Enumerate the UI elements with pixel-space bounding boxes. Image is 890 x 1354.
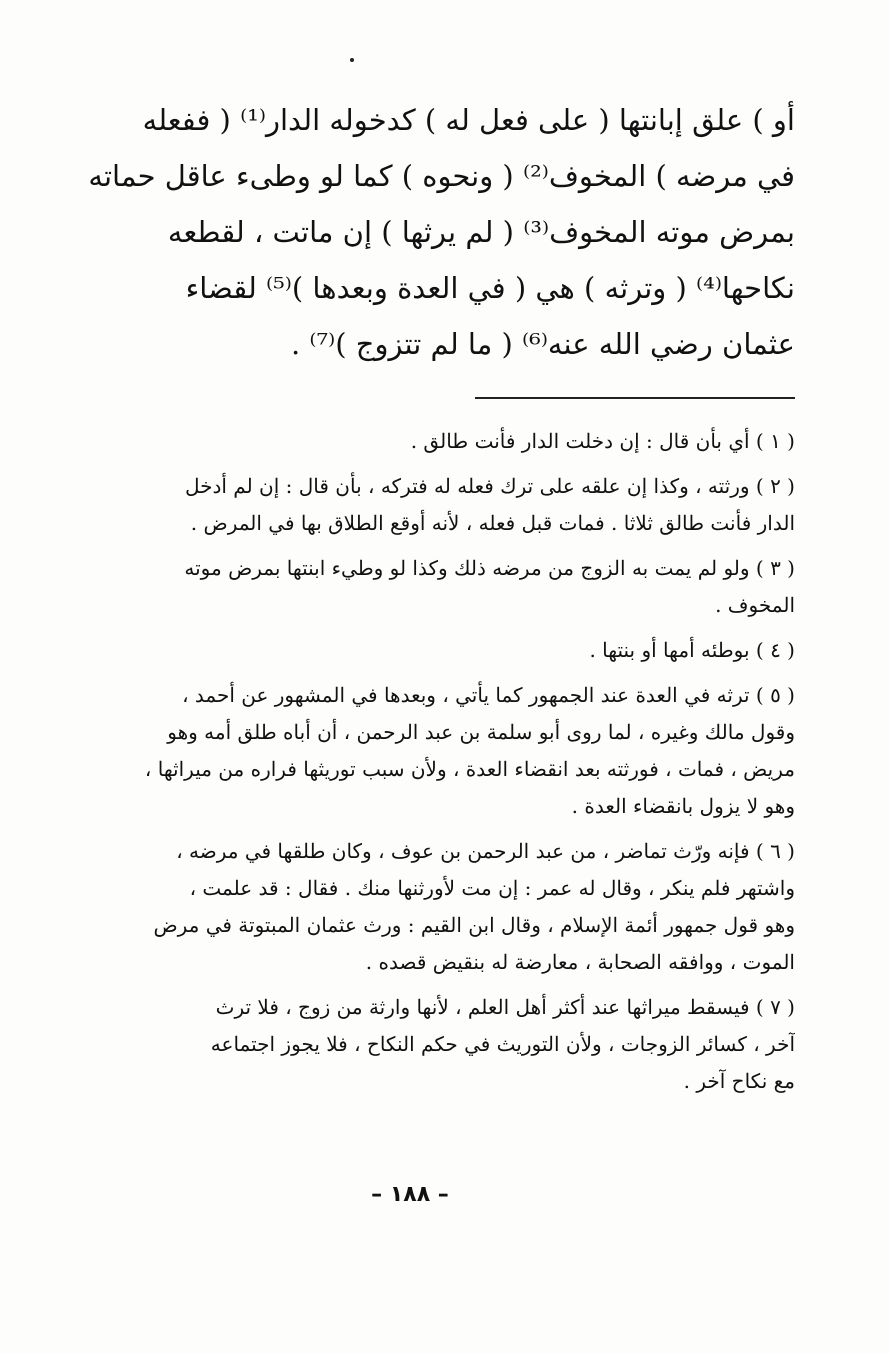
footnote-divider: [475, 397, 795, 399]
footnote-line: ( ٣ ) ولو لم يمت به الزوج من مرضه ذلك وكذا لو وطيء ابنتها بمرض موته: [184, 556, 795, 580]
footnote-line: وهو لا يزول بانقضاء العدة .: [571, 794, 795, 818]
main-text-line: بمرض موته المخوف⁽³⁾ ( لم يرثها ) إن ماتت ، لقطعه: [167, 215, 795, 249]
footnote-1: [62, 423, 795, 460]
main-text-line: في مرضه ) المخوف⁽²⁾ ( ونحوه ) كما لو وطىء عاقل حماته: [88, 159, 795, 193]
footnote-line: الدار فأنت طالق ثلاثا . فمات قبل فعله ، لأنه أوقع الطلاق بها في المرض .: [190, 511, 795, 535]
main-text-line: عثمان رضي الله عنه⁽⁶⁾ ( ما لم تتزوج )⁽⁷⁾ .: [290, 327, 795, 361]
footnote-line: ( ٦ ) فإنه ورّث تماضر ، من عبد الرحمن بن عوف ، وكان طلقها في مرضه ،: [176, 839, 795, 863]
footnote-6: [62, 833, 795, 981]
footnote-line: مريض ، فمات ، فورثته بعد انقضاء العدة ، ولأن سبب توريثها فراره من ميراثها ،: [144, 757, 795, 781]
footnote-line: ( ٤ ) بوطئه أمها أو بنتها .: [589, 638, 795, 662]
footnote-line: وقول مالك وغيره ، لما روى أبو سلمة بن عبد الرحمن ، أن أباه طلق أمه وهو: [167, 720, 795, 744]
footnote-5: [62, 677, 795, 825]
main-text-line: نكاحها⁽⁴⁾ ( وترثه ) هي ( في العدة وبعدها )⁽⁵⁾ لقضاء: [185, 271, 795, 305]
main-text-block: [70, 92, 795, 372]
footnote-line: ( ١ ) أي بأن قال : إن دخلت الدار فأنت طالق .: [410, 429, 795, 453]
footnote-line: الموت ، ووافقه الصحابة ، معارضة له بنقيض قصده .: [365, 950, 795, 974]
footnote-4: [62, 632, 795, 669]
footnote-line: وهو قول جمهور أئمة الإسلام ، وقال ابن القيم : ورث عثمان المبتوتة في مرض: [153, 913, 795, 937]
footnote-2: [62, 468, 795, 542]
page-speck: [350, 58, 354, 62]
footnote-line: المخوف .: [715, 593, 795, 617]
main-text-line: أو ) علق إبانتها ( على فعل له ) كدخوله الدار⁽¹⁾ ( ففعله: [142, 103, 795, 137]
footnote-line: آخر ، كسائر الزوجات ، ولأن التوريث في حكم النكاح ، فلا يجوز اجتماعه: [210, 1032, 795, 1056]
footnote-line: مع نكاح آخر .: [683, 1069, 795, 1093]
footnote-3: [62, 550, 795, 624]
footnote-line: واشتهر فلم ينكر ، وقال له عمر : إن مت لأورثنها منك . فقال : قد علمت ،: [189, 876, 795, 900]
footnote-line: ( ٢ ) ورثته ، وكذا إن علقه على ترك فعله له فتركه ، بأن قال : إن لم أدخل: [184, 474, 795, 498]
footnote-7: [62, 989, 795, 1100]
page-number: – ١٨٨ –: [371, 1182, 449, 1207]
footnote-line: ( ٧ ) فيسقط ميراثها عند أكثر أهل العلم ، لأنها وارثة من زوج ، فلا ترث: [215, 995, 795, 1019]
footnotes-block: [62, 423, 795, 1108]
footnote-line: ( ٥ ) ترثه في العدة عند الجمهور كما يأتي ، وبعدها في المشهور عن أحمد ،: [182, 683, 795, 707]
